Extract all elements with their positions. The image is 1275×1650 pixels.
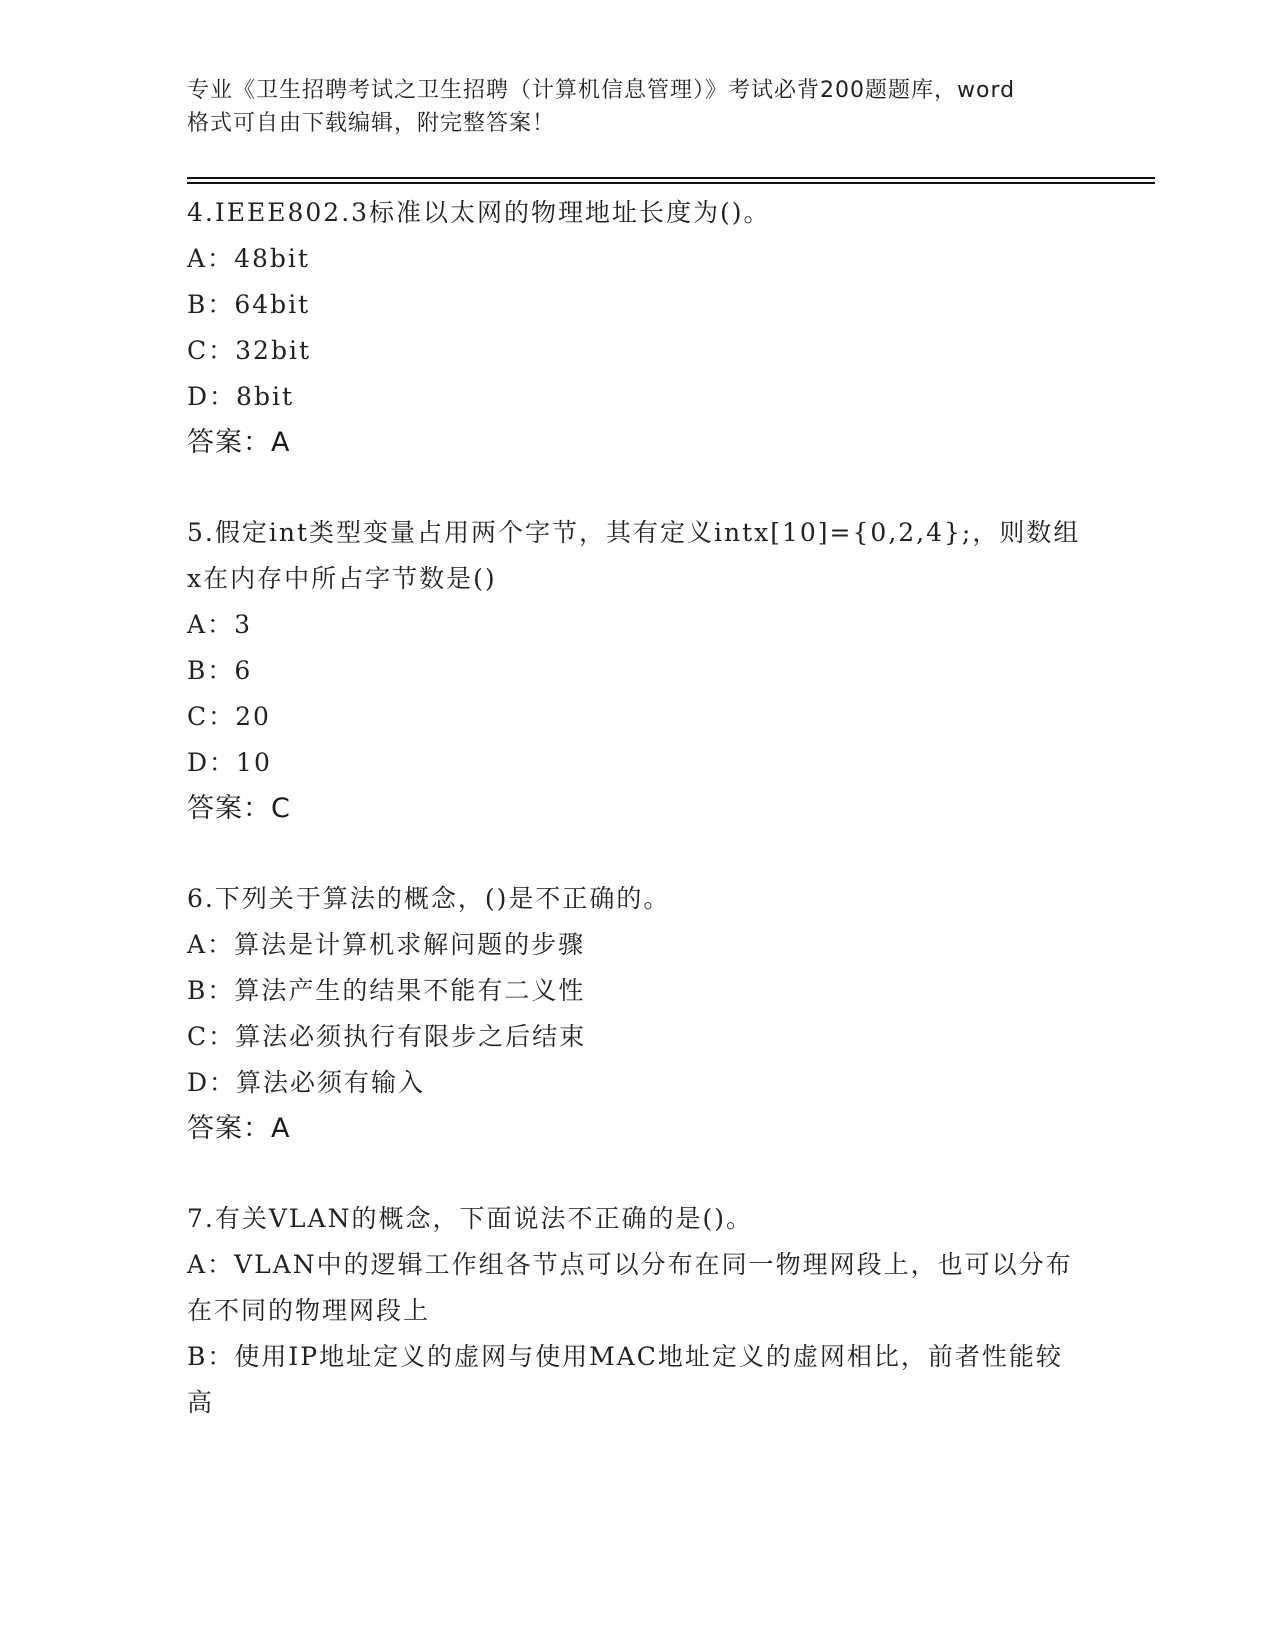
option-d: [187, 740, 1087, 786]
option-text: 算法产生的结果不能有二义性: [234, 976, 586, 1005]
option-b: [187, 968, 1087, 1014]
answer-line: 答案：A: [187, 427, 291, 458]
option-letter: C：: [187, 336, 236, 365]
option-text: 使用IP地址定义的虚网与使用MAC地址定义的虚网相比，前者性能较高: [187, 1342, 1063, 1417]
option-c: [187, 1014, 1087, 1060]
question-stem: 5.假定int类型变量占用两个字节，其有定义intx[10]={0,2,4};，则数组x在内存中所占字节数是(): [187, 518, 1081, 593]
option-letter: B：: [187, 656, 235, 685]
option-letter: B：: [187, 290, 235, 319]
question-list: [187, 190, 1087, 1470]
option-text: 3: [234, 610, 252, 639]
option-text: 48bit: [234, 244, 310, 273]
option-letter: B：: [187, 976, 235, 1005]
option-text: 32bit: [235, 336, 311, 365]
option-text: 10: [236, 748, 272, 777]
header-title-line-1: 专业《卫生招聘考试之卫生招聘（计算机信息管理）》考试必背200题题库，word: [187, 78, 1016, 103]
option-text: 算法必须执行有限步之后结束: [235, 1022, 587, 1051]
option-a: [187, 1242, 1087, 1334]
option-d: [187, 374, 1087, 420]
option-b: [187, 282, 1087, 328]
question-4: [187, 190, 1087, 466]
option-letter: B：: [187, 1342, 235, 1371]
option-text: 算法必须有输入: [236, 1068, 426, 1097]
option-letter: D：: [187, 748, 237, 777]
question-5: [187, 510, 1087, 832]
option-letter: C：: [187, 702, 236, 731]
option-c: [187, 694, 1087, 740]
option-d: [187, 1060, 1087, 1106]
option-text: 8bit: [236, 382, 294, 411]
option-letter: A：: [187, 610, 235, 639]
header-title-line-2: 格式可自由下载编辑，附完整答案！: [187, 111, 556, 136]
answer-line: 答案：C: [187, 793, 291, 824]
option-letter: C：: [187, 1022, 236, 1051]
answer-line: 答案：A: [187, 1113, 291, 1144]
question-7: [187, 1196, 1087, 1426]
option-a: [187, 236, 1087, 282]
option-letter: A：: [187, 1250, 235, 1279]
document-header: [187, 74, 1087, 140]
option-text: 20: [235, 702, 271, 731]
option-text: 算法是计算机求解问题的步骤: [234, 930, 586, 959]
option-letter: A：: [187, 244, 235, 273]
header-divider-top: [187, 177, 1155, 179]
option-a: [187, 922, 1087, 968]
option-b: [187, 1334, 1087, 1426]
option-text: VLAN中的逻辑工作组各节点可以分布在同一物理网段上，也可以分布在不同的物理网段上: [187, 1250, 1073, 1325]
question-stem: 4.IEEE802.3标准以太网的物理地址长度为()。: [187, 198, 771, 227]
option-letter: D：: [187, 382, 237, 411]
question-stem: 6.下列关于算法的概念，()是不正确的。: [187, 884, 671, 913]
header-divider-bottom: [187, 182, 1155, 184]
question-6: [187, 876, 1087, 1152]
option-b: [187, 648, 1087, 694]
question-stem: 7.有关VLAN的概念，下面说法不正确的是()。: [187, 1204, 753, 1233]
option-text: 64bit: [234, 290, 311, 319]
option-letter: D：: [187, 1068, 237, 1097]
option-text: 6: [234, 656, 253, 685]
option-letter: A：: [187, 930, 235, 959]
option-a: [187, 602, 1087, 648]
option-c: [187, 328, 1087, 374]
